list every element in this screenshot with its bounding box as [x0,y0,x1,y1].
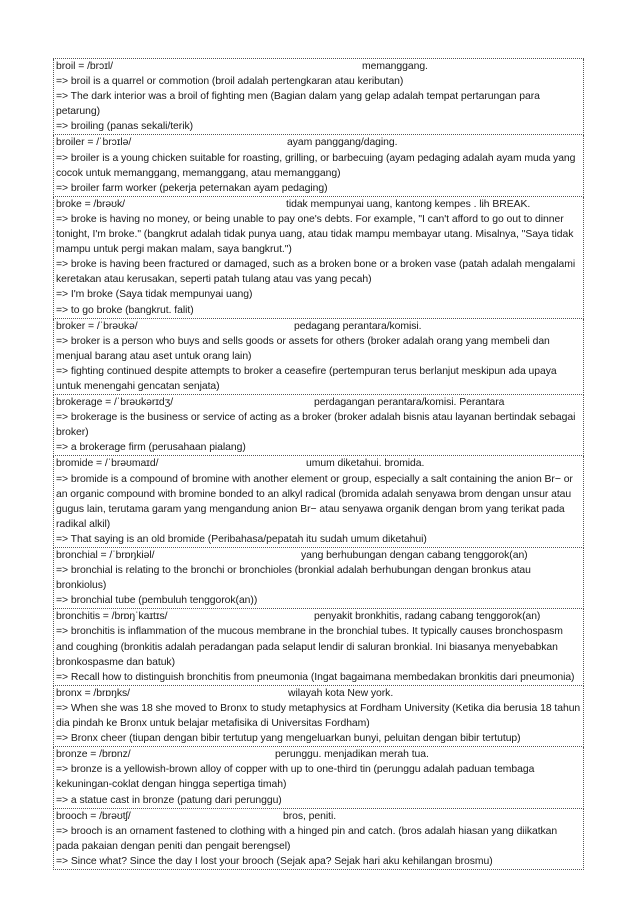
definition-line: => broke is having no money, or being unable to pay one's debts. For example, "I can't afford to go out to dinner tonight, I'm broke." (bangkrut adalah tidak punya uang, atau tidak mampu membayar utang. Misalnya, "Saya tidak mampu untuk pergi makan malam, saya bangkrut.") [56,213,574,256]
headword: broil = /brɔɪl/ [56,61,113,72]
definition-line: => bronze is a yellowish-brown alloy of copper with up to one-third tin (perunggu adalah paduan tembaga kekuningan-coklat dengan hingga sepertiga timah) [56,764,535,791]
headword: broker = /ˈbrəʊkə/ [56,320,138,332]
entry-header [56,319,582,334]
headword: brokerage = /ˈbrəʊkərɪdʒ/ [56,397,174,409]
entry-header [56,609,582,624]
entry-header [56,548,582,563]
entry-header [56,395,582,410]
entry-header [56,686,582,701]
example-line: => fighting continued despite attempts to broker a ceasefire (pertempuran terus berlanjut meskipun ada upaya untuk menengahi gencatan senjata) [56,365,557,392]
headword: broiler = /ˈbrɔɪlə/ [56,137,132,149]
translation: perunggu. menjadikan merah tua. [275,749,429,761]
headword: bronchitis = /brɒŋˈkaɪtɪs/ [56,611,168,623]
translation: bros, peniti. [283,810,337,822]
example-line: => a statue cast in bronze (patung dari perunggu) [56,794,282,806]
dictionary-table [53,58,584,870]
entry-header [56,135,582,150]
entry-broil [53,59,584,135]
definition-line: => bronchitis is inflammation of the mucous membrane in the bronchial tubes. It typically causes bronchospasm and coughing (bronkitis adalah peradangan pada selaput lendir di saluran bronkial. Ini biasanya menyebabkan bronkospasme dan batuk) [56,626,563,668]
example-line: => broiler farm worker (pekerja peternakan ayam pedaging) [56,182,328,194]
entry-broiler [53,135,584,196]
entry-header [56,809,582,824]
headword: bronze = /brɒnz/ [56,749,131,761]
definition-line: => bromide is a compound of bromine with another element or group, especially a salt containing the anion Br− or an organic compound with bromine bonded to an alkyl radical (bromida adalah senyawa brom dengan unsur atau gugus lain, terutama garam yang mengandung anion Br− atau senyawa organik dengan brom yang terikat pada radikal alkil) [56,473,573,530]
entry-bronx [53,686,584,747]
headword: bromide = /ˈbrəʊmaɪd/ [56,458,159,470]
entry-brooch [53,809,584,870]
entry-bronze [53,747,584,808]
translation: wilayah kota New york. [288,687,394,699]
example-line: => Since what? Since the day I lost your brooch (Sejak apa? Sejak hari aku kehilangan brosmu) [56,855,493,867]
entry-header [56,197,582,212]
entry-broker [53,319,584,395]
example-line: => bronchial tube (pembuluh tenggorok(an)) [56,595,258,607]
translation: pedagang perantara/komisi. [294,320,422,332]
example-line: => Recall how to distinguish bronchitis from pneumonia (Ingat bagaimana membedakan bronkitis dari pneumonia) [56,671,575,683]
entry-bronchial [53,548,584,609]
example-line: => That saying is an old bromide (Peribahasa/pepatah itu sudah umum diketahui) [56,533,427,545]
definition-line: => bronchial is relating to the bronchi or bronchioles (bronkial adalah berhubungan dengan bronkus atau bronkiolus) [56,565,531,592]
definition-line: => brooch is an ornament fastened to clothing with a hinged pin and catch. (bros adalah hiasan yang diikatkan pada pakaian dengan peniti dan pengait berengsel) [56,825,558,852]
entry-header [56,456,582,471]
headword: brooch = /brəʊtʃ/ [56,810,131,822]
example-line: => broiling (panas sekali/terik) [56,121,194,133]
example-line: => Bronx cheer (tiupan dengan bibir tertutup yang mengeluarkan bunyi, peluitan dengan bibir tertutup) [56,733,521,745]
entry-bronchitis [53,609,584,685]
entry-header [56,59,582,74]
entry-header [56,747,582,762]
example-line: => When she was 18 she moved to Bronx to study metaphysics at Fordham University (Ketika dia berusia 18 tahun dia pindah ke Bronx untuk belajar metafisika di Universitas Fordham) [56,702,581,730]
definition-line: => brokerage is the business or service of acting as a broker (broker adalah bisnis atau layanan bertindak sebagai broker) [56,412,576,439]
headword: bronchial = /ˈbrɒŋkiəl/ [56,550,155,561]
translation: yang berhubungan dengan cabang tenggorok(an) [301,550,528,561]
example-line: => to go broke (bangkrut. falit) [56,304,194,316]
example-line: => The dark interior was a broil of fighting men (Bagian dalam yang gelap adalah tempat pertarungan para petarung) [56,91,540,118]
translation: penyakit bronkhitis, radang cabang tenggorok(an) [314,611,541,623]
translation: tidak mempunyai uang, kantong kempes . lih BREAK. [286,198,531,210]
definition-line: => broker is a person who buys and sells goods or assets for others (broker adalah orang yang membeli dan menjual barang atau aset untuk orang lain) [56,335,550,362]
entry-brokerage [53,395,584,456]
definition-line: => broiler is a young chicken suitable for roasting, grilling, or barbecuing (ayam pedaging adalah ayam muda yang cocok untuk memanggang, memanggang, atau memanggang) [56,152,576,179]
translation: ayam panggang/daging. [287,137,398,149]
entry-broke [53,197,584,319]
example-line: => a brokerage firm (perusahaan pialang) [56,442,246,454]
entry-bromide [53,456,584,548]
example-line: => I'm broke (Saya tidak mempunyai uang) [56,289,253,301]
definition-line: => broil is a quarrel or commotion (broil adalah pertengkaran atau keributan) [56,76,404,88]
definition-line: => broke is having been fractured or damaged, such as a broken bone or a broken vase (patah adalah mengalami keretakan atau kerusakan, seperti patah tulang atau vas yang pecah) [56,259,576,286]
translation: perdagangan perantara/komisi. Perantara [314,397,505,409]
translation: memanggang. [362,61,428,72]
headword: broke = /brəʊk/ [56,198,125,210]
translation: umum diketahui. bromida. [306,458,425,470]
headword: bronx = /brɒŋks/ [56,687,130,699]
